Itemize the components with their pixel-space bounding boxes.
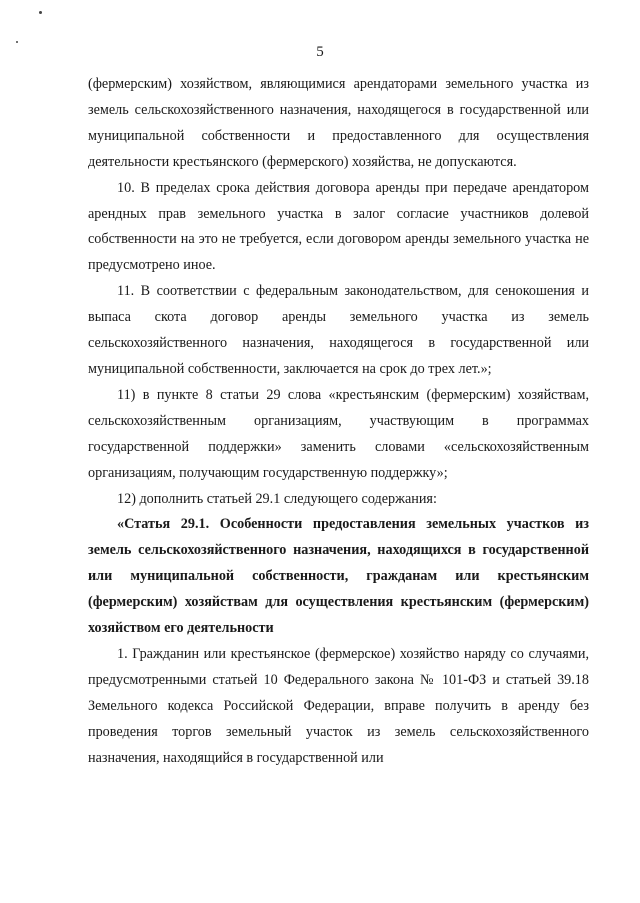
article-heading: «Статья 29.1. Особенности предоставления земельных участков из земель сельскохозяйственного назначения, находящихся в государственной или муниципальной собственности, гражданам или крестьянским (фермерским) хозяйствам для осуществления крестьянским (фермерским) хозяйством его деятельности: [88, 516, 589, 637]
scan-speck: [16, 41, 18, 43]
paragraph-item-11: 11. В соответствии с федеральным законодательством, для сенокошения и выпаса скота договор аренды земельного участка из земель сельскохозяйственного назначения, находящегося в государственной или муниципальной собственности, заключается на срок до трех лет.»;: [88, 283, 589, 377]
paragraph-continuation: (фермерским) хозяйством, являющимися арендаторами земельного участка из земель сельскохозяйственного назначения, находящегося в государственной или муниципальной собственности и предоставленного для осуществления деятельности крестьянского (фермерского) хозяйства, не допускаются.: [88, 76, 589, 170]
paragraph-item-10: 10. В пределах срока действия договора аренды при передаче арендатором арендных прав земельного участка в залог согласие участников долевой собственности на это не требуется, если договором аренды земельного участка не предусмотрено иное.: [88, 179, 589, 274]
scan-speck: [39, 11, 42, 14]
document-body: [88, 72, 589, 771]
paragraph-article-item-1: 1. Гражданин или крестьянское (фермерское) хозяйство наряду со случаями, предусмотренными статьей 10 Федерального закона № 101-ФЗ и статьей 39.18 Земельного кодекса Российской Федерации, вправе получить в аренду без проведения торгов земельный участок из земель сельскохозяйственного назначения, находящийся в государственной или: [88, 645, 589, 766]
paragraph-amendment-11: 11) в пункте 8 статьи 29 слова «крестьянским (фермерским) хозяйствам, сельскохозяйственным организациям, участвующим в программах государственной поддержки» заменить словами «сельскохозяйственным организациям, получающим государственную поддержку»;: [88, 386, 589, 481]
paragraph-amendment-12: 12) дополнить статьей 29.1 следующего содержания:: [117, 490, 437, 507]
page-number: 5: [316, 44, 324, 60]
